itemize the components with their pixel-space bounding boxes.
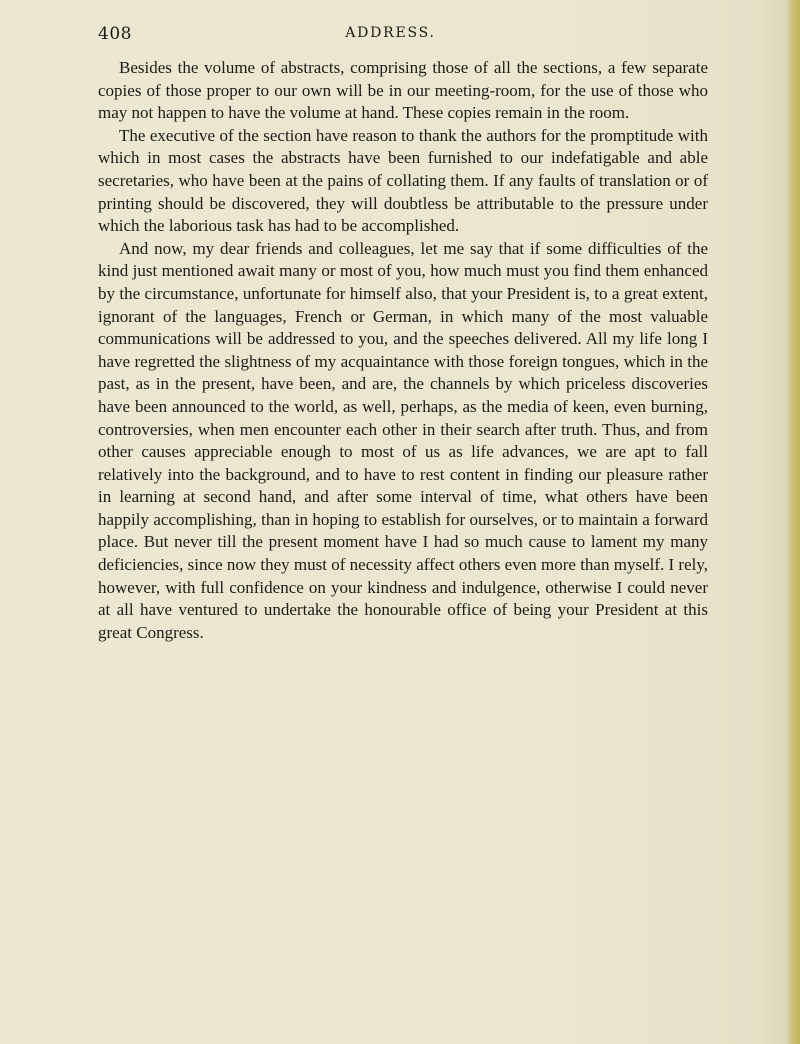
running-title: ADDRESS. (345, 25, 436, 41)
running-head (98, 24, 683, 48)
paragraph-president-address: And now, my dear friends and colleagues, let me say that if some difficulties of the kind just mentioned await many or most of you, how much must you find them enhanced by the circumstance, unfortunate for himself also, that your President is, to a great extent, ignorant of the languages, French or German, in which many of the most valuable communications will be addressed to you, and the speeches delivered. All my life long I have regretted the slightness of my acquaintance with those foreign tongues, which in the past, as in the present, have been, and are, the channels by which priceless discoveries have been announced to the world, as well, perhaps, as the media of keen, even burning, controversies, when men encounter each other in their search after truth. Thus, and from other causes appreciable enough to most of us as life advances, we are apt to fall relatively into the background, and to have to rest content in finding our pleasure rather in learning at second hand, and after some interval of time, what others have been happily accomplishing, than in hoping to establish for ourselves, or to maintain a forward place. But never till the present moment have I had so much cause to lament my many deficiencies, since now they must of necessity affect others even more than myself. I rely, however, with full confidence on your kindness and indulgence, otherwise I could never at all have ventured to undertake the honourable office of being your President at this great Congress. (98, 238, 708, 642)
page-number: 408 (98, 24, 132, 44)
body-text (98, 57, 708, 644)
page-edge (788, 0, 800, 1044)
paragraph-executive-thanks: The executive of the section have reason to thank the authors for the promptitude with which in most cases the abstracts have been furnished to our indefatigable and able secretaries, who have been at the pains of collating them. If any faults of translation or of printing should be discovered, they will doubtless be attributable to the pressure under which the laborious task has had to be accomplished. (98, 125, 708, 236)
paragraph-abstracts-copies: Besides the volume of abstracts, comprising those of all the sections, a few separate copies of those proper to our own will be in our meeting-room, for the use of those who may not happen to have the volume at hand. These copies remain in the room. (98, 58, 708, 123)
